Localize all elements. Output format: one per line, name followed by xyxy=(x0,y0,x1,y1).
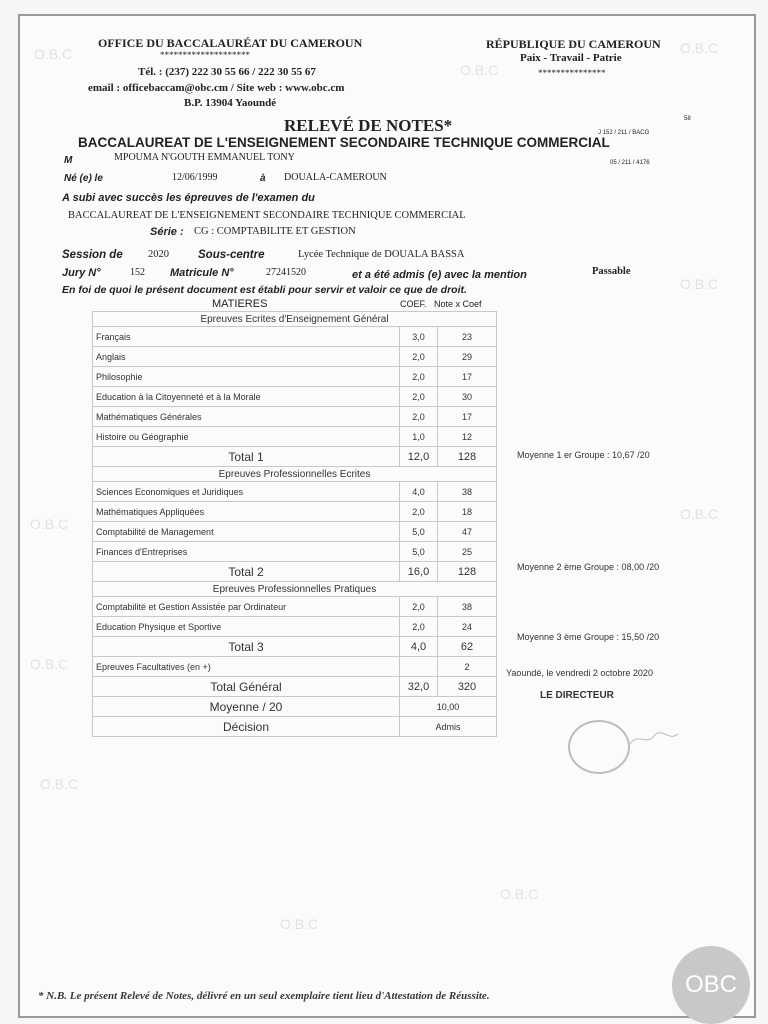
total-row xyxy=(93,447,497,467)
watermark-obc: O.B.C xyxy=(30,516,69,532)
note-x-coef: 24 xyxy=(438,617,497,637)
coefficient: 1,0 xyxy=(400,427,438,447)
coefficient: 5,0 xyxy=(400,522,438,542)
coefficient: 12,0 xyxy=(400,447,438,467)
total-row xyxy=(93,637,497,657)
col-header-coef: COEF. xyxy=(400,299,427,309)
note-x-coef: 23 xyxy=(438,327,497,347)
coefficient: 2,0 xyxy=(400,387,438,407)
coefficient: 2,0 xyxy=(400,597,438,617)
passed-text: A subi avec succès les épreuves de l'examen du xyxy=(62,192,315,204)
born-label: Né (e) le xyxy=(64,173,103,184)
subject-row xyxy=(93,367,497,387)
total-label: Total Général xyxy=(93,677,400,697)
subject-name: Philosophie xyxy=(93,367,400,387)
sous-centre-value: Lycée Technique de DOUALA BASSA xyxy=(298,249,465,260)
watermark-obc: O.B.C xyxy=(680,40,719,56)
jury-value: 152 xyxy=(130,267,145,278)
note-x-coef: 29 xyxy=(438,347,497,367)
footer-note: * N.B. Le présent Relevé de Notes, délivré en un seul exemplaire tient lieu d'Attestation de Réussite. xyxy=(38,990,490,1002)
section-header-row xyxy=(93,312,497,327)
summary-label: Moyenne / 20 xyxy=(93,697,400,717)
note-x-coef: 38 xyxy=(438,597,497,617)
matricule-value: 27241520 xyxy=(266,267,306,278)
office-phone: Tél. : (237) 222 30 55 66 / 222 30 55 67 xyxy=(138,66,316,78)
subject-row xyxy=(93,482,497,502)
serie-value: CG : COMPTABILITE ET GESTION xyxy=(194,226,356,237)
subject-row xyxy=(93,657,497,677)
summary-value: 10,00 xyxy=(400,697,497,717)
coefficient: 2,0 xyxy=(400,502,438,522)
subject-row xyxy=(93,387,497,407)
note-x-coef: 25 xyxy=(438,542,497,562)
total-row xyxy=(93,677,497,697)
summary-row xyxy=(93,717,497,737)
coefficient: 4,0 xyxy=(400,637,438,657)
note-x-coef: 2 xyxy=(438,657,497,677)
subject-row xyxy=(93,427,497,447)
foi-text: En foi de quoi le présent document est établi pour servir et valoir ce que de droit. xyxy=(62,284,467,296)
serie-label: Série : xyxy=(150,226,184,238)
coefficient: 5,0 xyxy=(400,542,438,562)
note-x-coef: 17 xyxy=(438,367,497,387)
transcript-page xyxy=(18,14,756,1018)
reference-number-2: J 152 / 211 / BACG xyxy=(598,130,650,136)
note-x-coef: 320 xyxy=(438,677,497,697)
office-name: OFFICE DU BACCALAURÉAT DU CAMEROUN xyxy=(98,36,363,50)
note-x-coef: 47 xyxy=(438,522,497,542)
subject-name: Sciences Economiques et Juridiques xyxy=(93,482,400,502)
subject-name: Education Physique et Sportive xyxy=(93,617,400,637)
director-signature xyxy=(628,724,688,752)
matricule-label: Matricule N° xyxy=(170,267,234,279)
document-title: RELEVÉ DE NOTES* xyxy=(284,116,453,135)
note-x-coef: 30 xyxy=(438,387,497,407)
subject-name: Comptabilité de Management xyxy=(93,522,400,542)
note-x-coef: 12 xyxy=(438,427,497,447)
session-label: Session de xyxy=(62,249,123,261)
summary-value: Admis xyxy=(400,717,497,737)
note-x-coef: 128 xyxy=(438,562,497,582)
watermark-obc: O.B.C xyxy=(34,46,73,62)
republic-name: RÉPUBLIQUE DU CAMEROUN xyxy=(486,37,661,51)
section-header: Epreuves Ecrites d'Enseignement Général xyxy=(93,312,497,327)
birth-date: 12/06/1999 xyxy=(172,172,218,183)
group-3-average: Moyenne 3 ème Groupe : 15,50 /20 xyxy=(517,632,660,642)
note-x-coef: 17 xyxy=(438,407,497,427)
col-header-note: Note x Coef xyxy=(434,299,482,309)
reference-number-3: 05 / 211 / 4176 xyxy=(610,160,650,166)
note-x-coef: 38 xyxy=(438,482,497,502)
subject-name: Comptabilité et Gestion Assistée par Ordinateur xyxy=(93,597,400,617)
section-header: Epreuves Professionnelles Pratiques xyxy=(93,582,497,597)
watermark-obc: O.B.C xyxy=(460,62,499,78)
watermark-obc: O.B.C xyxy=(680,276,719,292)
office-po-box: B.P. 13904 Yaoundé xyxy=(184,97,277,109)
watermark-obc: O.B.C xyxy=(280,916,319,932)
coefficient: 4,0 xyxy=(400,482,438,502)
header-right-stars: *************** xyxy=(538,68,606,78)
group-1-average: Moyenne 1 er Groupe : 10,67 /20 xyxy=(517,450,650,460)
watermark-obc: O.B.C xyxy=(40,776,79,792)
coefficient: 2,0 xyxy=(400,347,438,367)
subject-name: Mathématiques Générales xyxy=(93,407,400,427)
coefficient: 16,0 xyxy=(400,562,438,582)
subject-name: Epreuves Facultatives (en +) xyxy=(93,657,400,677)
summary-row xyxy=(93,697,497,717)
sous-centre-label: Sous-centre xyxy=(198,249,265,261)
subject-name: Education à la Citoyenneté et à la Morale xyxy=(93,387,400,407)
subject-name: Français xyxy=(93,327,400,347)
official-stamp xyxy=(568,720,630,774)
jury-label: Jury N° xyxy=(62,267,101,279)
group-2-average: Moyenne 2 ème Groupe : 08,00 /20 xyxy=(517,562,660,572)
reference-number-1: 58 xyxy=(684,116,691,122)
coefficient: 3,0 xyxy=(400,327,438,347)
grades-table xyxy=(92,311,497,737)
subject-row xyxy=(93,542,497,562)
subject-row xyxy=(93,522,497,542)
section-header-row xyxy=(93,467,497,482)
admitted-text: et a été admis (e) avec la mention xyxy=(352,269,527,281)
col-header-matieres: MATIERES xyxy=(212,298,268,310)
total-label: Total 1 xyxy=(93,447,400,467)
subject-row xyxy=(93,407,497,427)
note-x-coef: 128 xyxy=(438,447,497,467)
coefficient xyxy=(400,657,438,677)
subject-row xyxy=(93,327,497,347)
republic-motto: Paix - Travail - Patrie xyxy=(520,52,622,64)
note-x-coef: 18 xyxy=(438,502,497,522)
obc-logo: OBC xyxy=(672,946,750,1024)
mention-value: Passable xyxy=(592,266,631,277)
subject-row xyxy=(93,502,497,522)
subject-name: Anglais xyxy=(93,347,400,367)
subject-row xyxy=(93,347,497,367)
coefficient: 2,0 xyxy=(400,407,438,427)
coefficient: 2,0 xyxy=(400,617,438,637)
subject-name: Histoire ou Géographie xyxy=(93,427,400,447)
issue-date: Yaoundé, le vendredi 2 octobre 2020 xyxy=(506,668,653,678)
grades-table-body xyxy=(93,312,497,737)
subject-name: Finances d'Entreprises xyxy=(93,542,400,562)
title-m-label: M xyxy=(64,155,73,166)
section-header: Epreuves Professionnelles Ecrites xyxy=(93,467,497,482)
watermark-obc: O.B.C xyxy=(500,886,539,902)
session-value: 2020 xyxy=(148,249,169,260)
total-row xyxy=(93,562,497,582)
watermark-obc: O.B.C xyxy=(30,656,69,672)
coefficient: 2,0 xyxy=(400,367,438,387)
coefficient: 32,0 xyxy=(400,677,438,697)
birth-place: DOUALA-CAMEROUN xyxy=(284,172,387,183)
total-label: Total 2 xyxy=(93,562,400,582)
born-at-label: à xyxy=(260,173,266,184)
header-left-stars: ******************** xyxy=(160,50,250,60)
watermark-obc: O.B.C xyxy=(680,506,719,522)
office-email: email : officebaccam@obc.cm / Site web : www.obc.cm xyxy=(88,82,345,94)
subject-row xyxy=(93,597,497,617)
document-subtitle: BACCALAUREAT DE L'ENSEIGNEMENT SECONDAIRE TECHNIQUE COMMERCIAL xyxy=(78,135,610,150)
candidate-name: MPOUMA N'GOUTH EMMANUEL TONY xyxy=(114,152,295,163)
subject-name: Mathématiques Appliquées xyxy=(93,502,400,522)
director-label: LE DIRECTEUR xyxy=(540,690,614,701)
exam-name: BACCALAUREAT DE L'ENSEIGNEMENT SECONDAIRE TECHNIQUE COMMERCIAL xyxy=(68,210,466,221)
subject-row xyxy=(93,617,497,637)
note-x-coef: 62 xyxy=(438,637,497,657)
summary-label: Décision xyxy=(93,717,400,737)
total-label: Total 3 xyxy=(93,637,400,657)
section-header-row xyxy=(93,582,497,597)
